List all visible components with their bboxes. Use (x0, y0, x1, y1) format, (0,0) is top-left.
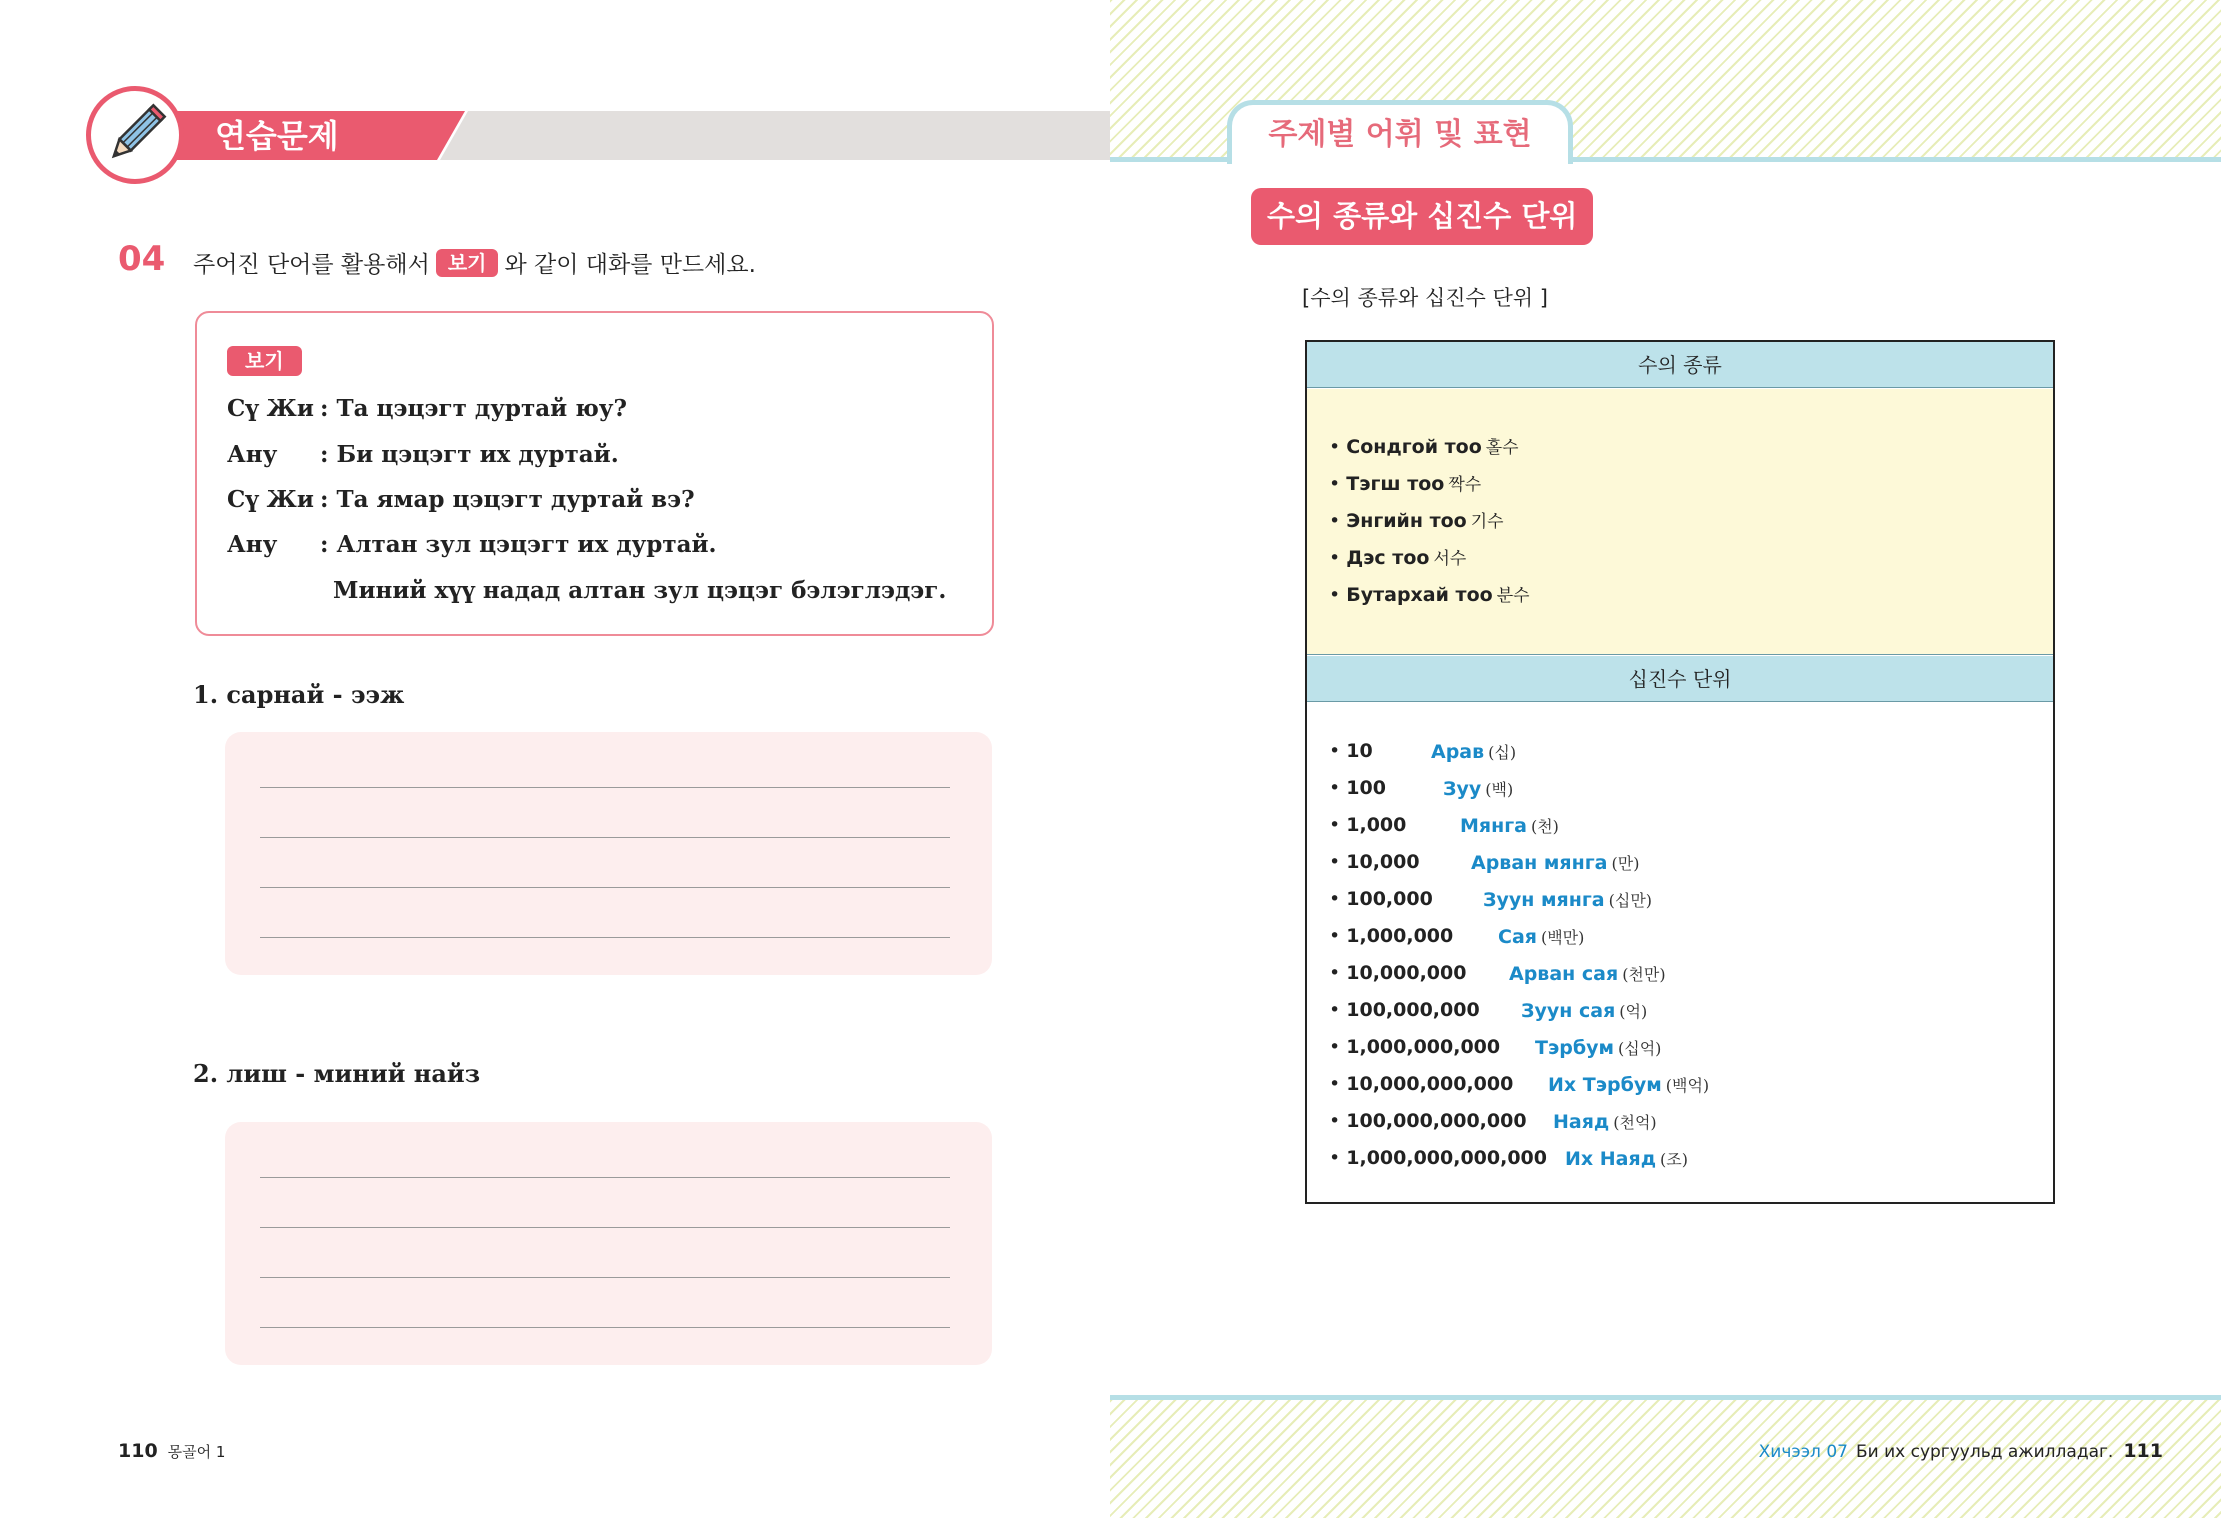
example-box (195, 311, 994, 636)
header-band-gray (440, 111, 1110, 160)
unit-row: • 1,000,000 Сая (백만) (1329, 925, 1585, 948)
page-number-right: 111 (2123, 1440, 2163, 1462)
unit-row: • 10,000,000,000 Их Тэрбум (백억) (1329, 1073, 1710, 1096)
utterance: : Та цэцэгт дуртай юу? (320, 395, 628, 422)
dialogue-line (227, 531, 717, 558)
question-text-before: 주어진 단어를 활용해서 (193, 252, 430, 278)
unit-row: • 100,000 Зуун мянга (십만) (1329, 888, 1653, 911)
dialogue-line (227, 395, 627, 422)
question-text-after: 와 같이 대화를 만드세요. (504, 252, 756, 278)
kind-item: • Сондгой тоо 홀수 (1329, 436, 1519, 458)
table-header-kinds: 수의 종류 (1307, 342, 2053, 388)
unit-row: • 100,000,000,000 Наяд (천억) (1329, 1110, 1657, 1133)
dialogue-line (227, 441, 619, 468)
answer-box-1[interactable] (225, 732, 992, 975)
utterance: : Би цэцэгт их дуртай. (320, 441, 619, 468)
unit-row: • 100,000,000 Зуун сая (억) (1329, 999, 1648, 1022)
answer-line (260, 1227, 950, 1228)
topic-tab (1227, 100, 1573, 164)
speaker: Сү Жи (227, 395, 314, 422)
pencil-icon (86, 86, 184, 184)
dialogue-line (227, 486, 695, 513)
utterance: Миний хүү надад алтан зул цэцэг бэлэглэдэг. (333, 577, 947, 604)
book-title: 몽골어 1 (167, 1443, 226, 1461)
unit-row: • 10 Арав (십) (1329, 740, 1517, 763)
unit-row: • 1,000,000,000 Тэрбум (십억) (1329, 1036, 1662, 1059)
unit-row: • 10,000 Арван мянга (만) (1329, 851, 1640, 874)
utterance: : Та ямар цэцэгт дуртай вэ? (320, 486, 695, 513)
left-page (0, 0, 1110, 1518)
chapter-label: Хичээл 07 (1758, 1442, 1848, 1462)
unit-row: • 100 Зуу (백) (1329, 777, 1514, 800)
table-caption: [수의 종류와 십진수 단위 ] (1302, 286, 1548, 310)
exercise-2-label: 2. лиш - миний найз (193, 1059, 481, 1088)
dialogue-line (227, 577, 946, 604)
page-title: 연습문제 (215, 117, 339, 155)
kind-item: • Дэс тоо 서수 (1329, 547, 1467, 569)
question-text (193, 246, 756, 279)
chapter-title: Би их сургуульд ажилладаг. (1855, 1442, 2114, 1462)
right-page (1110, 0, 2221, 1518)
question-number: 04 (118, 239, 166, 279)
unit-row: • 1,000,000,000,000 Их Наяд (조) (1329, 1147, 1688, 1170)
kinds-section (1307, 389, 2053, 655)
answer-line (260, 1177, 950, 1178)
unit-row: • 1,000 Мянга (천) (1329, 814, 1559, 837)
answer-line (260, 837, 950, 838)
speaker: Ану (227, 531, 278, 558)
footer-right (1759, 1440, 2163, 1462)
footer-left (118, 1440, 225, 1462)
answer-line (260, 1277, 950, 1278)
example-tag: 보기 (436, 249, 499, 277)
example-box-tag: 보기 (227, 346, 302, 376)
answer-line (260, 787, 950, 788)
speaker: Сү Жи (227, 486, 314, 513)
unit-row: • 10,000,000 Арван сая (천만) (1329, 962, 1666, 985)
kind-item: • Бутархай тоо 분수 (1329, 584, 1530, 606)
section-title: 수의 종류와 십진수 단위 (1251, 188, 1593, 245)
kind-item: • Энгийн тоо 기수 (1329, 510, 1504, 532)
answer-line (260, 937, 950, 938)
answer-line (260, 1327, 950, 1328)
kind-item: • Тэгш тоо 짝수 (1329, 473, 1482, 495)
exercise-1-label: 1. сарнай - ээж (193, 680, 405, 709)
topic-tab-title: 주제별 어휘 및 표현 (1268, 117, 1532, 152)
number-table (1305, 340, 2055, 1204)
answer-line (260, 887, 950, 888)
speaker: Ану (227, 441, 278, 468)
table-header-units: 십진수 단위 (1307, 656, 2053, 702)
utterance: : Алтан зул цэцэгт их дуртай. (320, 531, 717, 558)
answer-box-2[interactable] (225, 1122, 992, 1365)
page-number-left: 110 (118, 1440, 158, 1462)
